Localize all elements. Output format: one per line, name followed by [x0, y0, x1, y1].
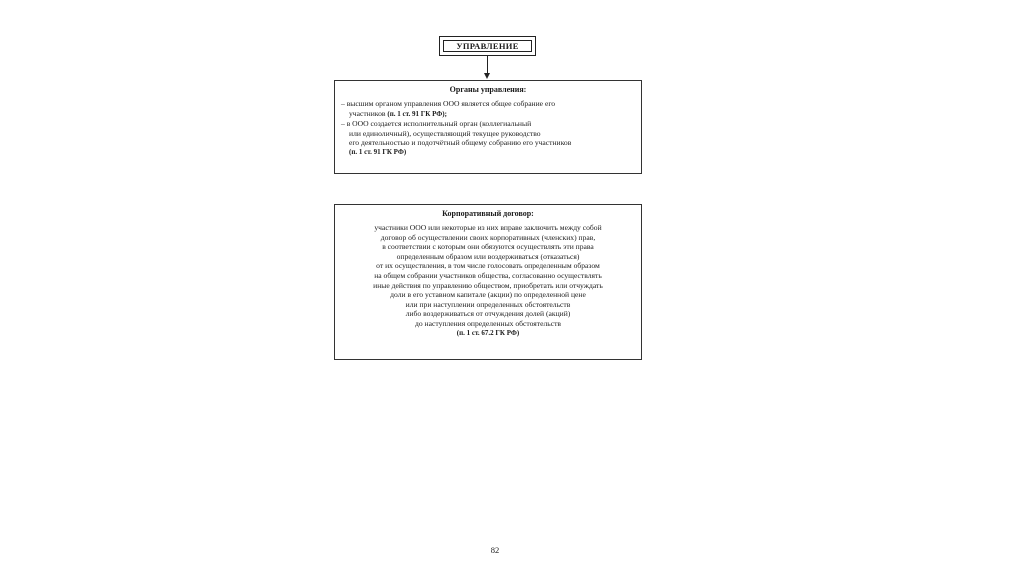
title-label: УПРАВЛЕНИЕ — [443, 40, 532, 52]
agreement-line: либо воздерживаться от отчуждения долей (акций) — [405, 309, 571, 319]
agreement-line: от их осуществления, в том числе голосовать определенным образом — [376, 261, 600, 271]
governance-item1-line2 — [341, 109, 635, 120]
agreement-line: определенным образом или воздерживаться (отказаться) — [396, 251, 580, 261]
title-box — [439, 36, 536, 56]
agreement-line: договор об осуществлении своих корпоративных (членских) прав, — [380, 232, 596, 242]
governance-item2-line3: его деятельностью и подотчётный общему собранию его участников — [349, 138, 572, 147]
governance-item1-text: участников — [349, 108, 386, 118]
corporate-agreement-box — [334, 204, 642, 360]
governance-bodies-box — [334, 80, 642, 174]
agreement-line: доли в его уставном капитале (акции) по определенной цене — [390, 290, 586, 300]
agreement-line: участники ООО или некоторые из них вправе заключить между собой — [374, 223, 602, 232]
agreement-ref: (п. 1 ст. 67.2 ГК РФ) — [456, 328, 520, 337]
agreement-line: иные действия по управлению обществом, приобретать или отчуждать — [373, 280, 603, 290]
governance-item2-ref: (п. 1 ст. 91 ГК РФ) — [349, 147, 407, 156]
agreement-line: или при наступлении определенных обстоятельств — [405, 299, 571, 309]
agreement-line: в соответствии с которым они обязуются осуществлять эти права — [382, 242, 594, 252]
governance-item2-line1: – в ООО создается исполнительный орган (коллегиальный — [341, 119, 532, 128]
agreement-line: до наступления определенных обстоятельств — [415, 318, 561, 328]
agreement-line: на общем собрании участников общества, согласованно осуществлять — [374, 270, 602, 280]
corporate-agreement-heading: Корпоративный договор: — [442, 209, 534, 218]
governance-item1-ref: (п. 1 ст. 91 ГК РФ); — [387, 109, 447, 118]
page-number: 82 — [490, 545, 500, 555]
connector-arrow-line — [487, 56, 488, 74]
governance-item2-line2: или единоличный), осуществляющий текущее руководство — [349, 128, 541, 138]
governance-heading: Органы управления: — [449, 85, 527, 94]
connector-arrow-head — [484, 73, 490, 79]
governance-item1-line1: – высшим органом управления ООО является общее собрание его — [341, 99, 556, 108]
